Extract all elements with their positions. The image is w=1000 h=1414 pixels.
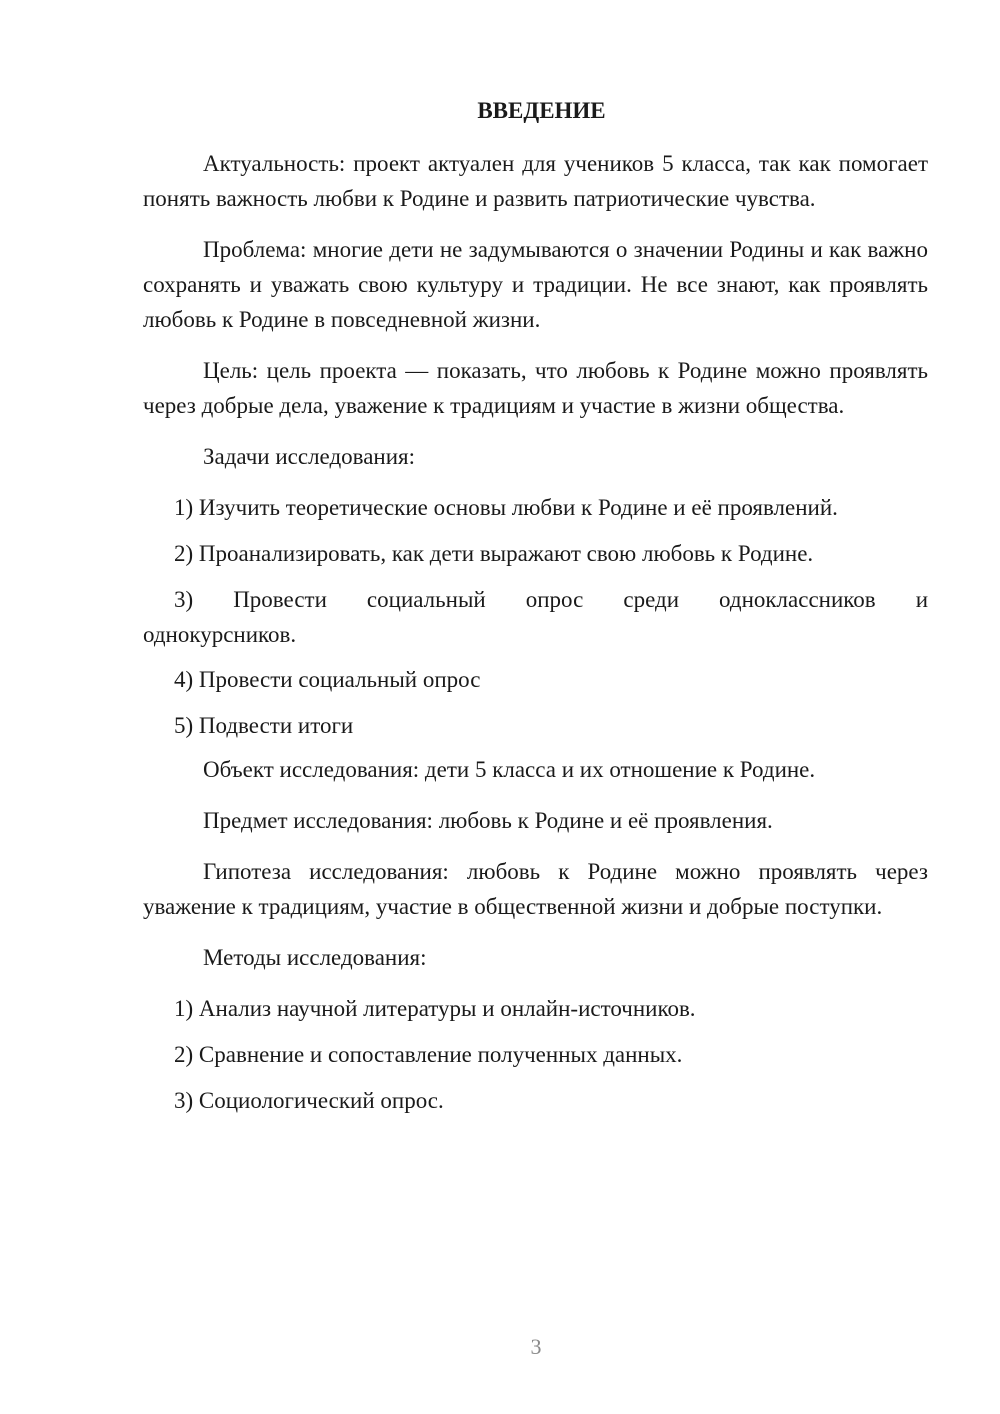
object-paragraph: Объект исследования: дети 5 класса и их отношение к Родине. xyxy=(203,757,816,782)
method-item-1: 1) Анализ научной литературы и онлайн-источников. xyxy=(174,996,696,1021)
task-item-5: 5) Подвести итоги xyxy=(174,713,354,738)
method-item-3: 3) Социологический опрос. xyxy=(174,1088,444,1113)
methods-list xyxy=(143,991,928,1119)
hypothesis-paragraph: Гипотеза исследования: любовь к Родине можно проявлять через уважение к традициям, участие в общественной жизни и добрые поступки. xyxy=(143,859,928,919)
tasks-title: Задачи исследования: xyxy=(203,444,416,469)
problem-paragraph: Проблема: многие дети не задумываются о значении Родины и как важно сохранять и уважать свою культуру и традиции. Не все знают, как проявлять любовь к Родине в повседневной жизни. xyxy=(143,237,928,332)
subject-paragraph: Предмет исследования: любовь к Родине и её проявления. xyxy=(203,808,773,833)
task-item-1: 1) Изучить теоретические основы любви к Родине и её проявлений. xyxy=(174,495,838,520)
page-number: 3 xyxy=(530,1334,542,1359)
page-content xyxy=(143,96,928,1129)
task-item-3: 3) Провести социальный опрос среди одноклассников и однокурсников. xyxy=(143,587,928,647)
page-title: ВВЕДЕНИЕ xyxy=(477,98,606,123)
method-item-2: 2) Сравнение и сопоставление полученных данных. xyxy=(174,1042,683,1067)
tasks-list xyxy=(143,490,928,744)
task-item-4: 4) Провести социальный опрос xyxy=(174,667,481,692)
relevance-paragraph: Актуальность: проект актуален для учеников 5 класса, так как помогает понять важность любви к Родине и развить патриотические чувства. xyxy=(143,151,928,211)
task-item-2: 2) Проанализировать, как дети выражают свою любовь к Родине. xyxy=(174,541,814,566)
goal-paragraph: Цель: цель проекта — показать, что любовь к Родине можно проявлять через добрые дела, уважение к традициям и участие в жизни общества. xyxy=(143,358,928,418)
methods-title: Методы исследования: xyxy=(203,945,427,970)
